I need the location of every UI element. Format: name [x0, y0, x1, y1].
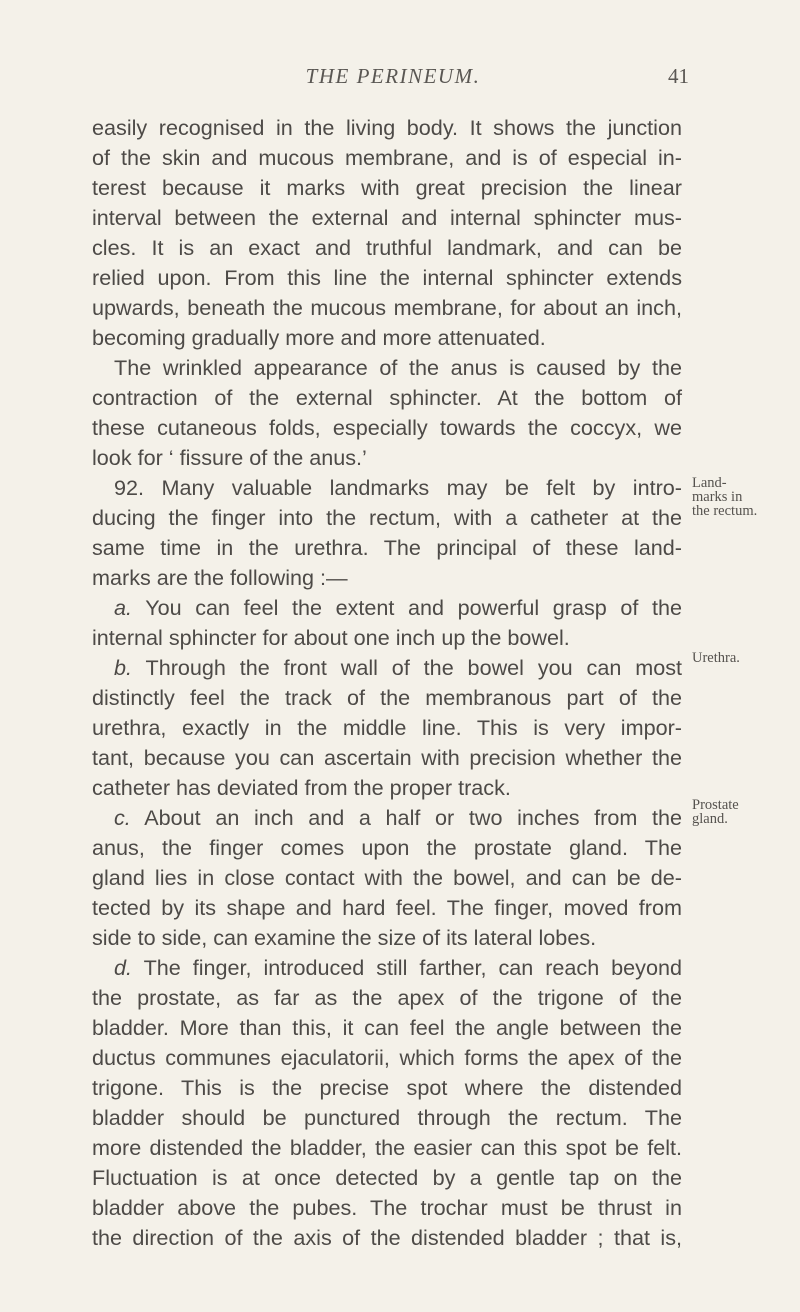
item-a-line	[92, 593, 682, 623]
margin-note-prostate	[692, 798, 796, 826]
text-line: tected by its shape and hard feel. The finger, moved from	[92, 895, 682, 920]
text-line: of the skin and mucous membrane, and is of especial in-	[92, 145, 682, 170]
margin-note-line: Urethra.	[692, 650, 740, 666]
text-line: easily recognised in the living body. It shows the junction	[92, 115, 682, 140]
text-line: contraction of the external sphincter. At the bottom of	[92, 385, 682, 410]
text-line: look for ‘ fissure of the anus.’	[92, 445, 367, 470]
item-c-text: About an inch and a half or two inches from the	[144, 805, 682, 830]
text-line: trigone. This is the precise spot where the distended	[92, 1075, 682, 1100]
item-d-text: The finger, introduced still farther, can reach beyond	[143, 955, 683, 980]
margin-note-line: the rectum.	[692, 503, 758, 519]
text-line: The wrinkled appearance of the anus is caused by the	[114, 355, 682, 380]
text-line: these cutaneous folds, especially towards the coccyx, we	[92, 415, 682, 440]
text-line: more distended the bladder, the easier can this spot be felt.	[92, 1135, 682, 1160]
text-line: ducing the finger into the rectum, with a catheter at the	[92, 505, 682, 530]
margin-note-line: Prostate	[692, 797, 739, 813]
running-head	[0, 64, 800, 94]
text-line: gland lies in close contact with the bowel, and can be de-	[92, 865, 682, 890]
item-marker-b: b.	[114, 655, 133, 680]
text-line: the prostate, as far as the apex of the trigone of the	[92, 985, 682, 1010]
text-line: the direction of the axis of the distended bladder ; that is,	[92, 1225, 682, 1250]
text-line: ductus communes ejaculatorii, which forms the apex of the	[92, 1045, 682, 1070]
text-line: urethra, exactly in the middle line. This is very impor-	[92, 715, 682, 740]
text-line: tant, because you can ascertain with precision whether the	[92, 745, 682, 770]
margin-note-line: marks in	[692, 489, 743, 505]
text-line: bladder. More than this, it can feel the angle between the	[92, 1015, 682, 1040]
text-line: distinctly feel the track of the membranous part of the	[92, 685, 682, 710]
text-line: terest because it marks with great precision the linear	[92, 175, 682, 200]
text-line: side to side, can examine the size of its lateral lobes.	[92, 925, 597, 950]
running-title: THE PERINEUM.	[305, 64, 481, 88]
item-b-text: Through the front wall of the bowel you can most	[145, 655, 682, 680]
body-text	[92, 113, 682, 1253]
text-line: 92. Many valuable landmarks may be felt by intro-	[114, 475, 682, 500]
item-marker-d: d.	[114, 955, 133, 980]
text-line: becoming gradually more and more attenuated.	[92, 325, 546, 350]
text-line: Fluctuation is at once detected by a gentle tap on the	[92, 1165, 682, 1190]
text-line: upwards, beneath the mucous membrane, for about an inch,	[92, 295, 682, 320]
text-line: catheter has deviated from the proper track.	[92, 775, 511, 800]
text-line: marks are the following :—	[92, 565, 348, 590]
page-number: 41	[668, 64, 689, 88]
margin-note-line: Land-	[692, 475, 727, 491]
item-d-line	[92, 953, 682, 983]
text-line: anus, the finger comes upon the prostate gland. The	[92, 835, 682, 860]
item-marker-c: c.	[114, 805, 131, 830]
text-line: interval between the external and internal sphincter mus-	[92, 205, 682, 230]
text-line: relied upon. From this line the internal sphincter extends	[92, 265, 682, 290]
margin-note-landmarks	[692, 476, 796, 518]
item-c-line	[92, 803, 682, 833]
text-line: internal sphincter for about one inch up the bowel.	[92, 625, 570, 650]
text-line: same time in the urethra. The principal of these land-	[92, 535, 682, 560]
item-b-line	[92, 653, 682, 683]
item-marker-a: a.	[114, 595, 133, 620]
margin-note-line: gland.	[692, 811, 728, 827]
item-a-text: You can feel the extent and powerful grasp of the	[145, 595, 682, 620]
text-line: bladder should be punctured through the rectum. The	[92, 1105, 682, 1130]
text-line: cles. It is an exact and truthful landmark, and can be	[92, 235, 682, 260]
margin-note-urethra	[692, 651, 796, 665]
text-line: bladder above the pubes. The trochar must be thrust in	[92, 1195, 682, 1220]
